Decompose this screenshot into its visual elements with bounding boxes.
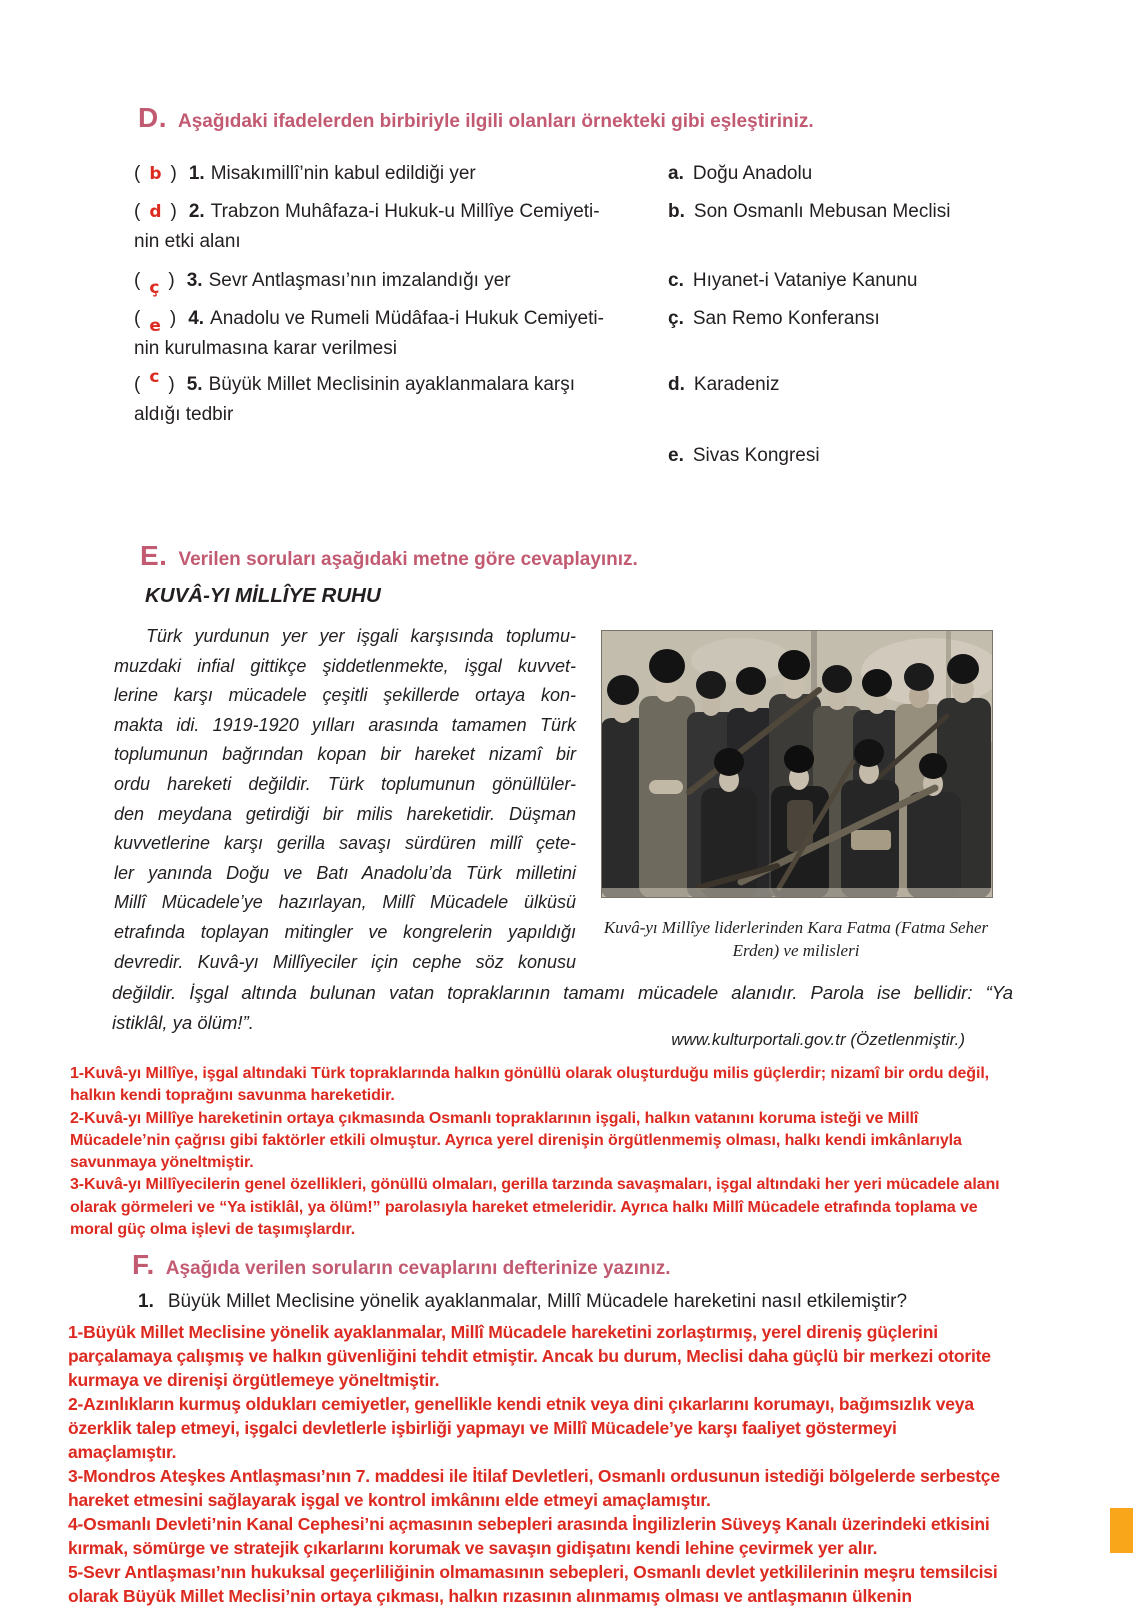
section-e-handwritten-answers: 1-Kuvâ-yı Millîye, işgal altındaki Türk topraklarında halkın gönüllü olarak oluşturduğu milis güçlerdir; nizamî bir ordu değil, halkın kendi toprağını savunma hareketidir. 2-Kuvâ-yı Millîye hareketinin ortaya çıkmasında Osmanlı topraklarının işgali, halkın vatanını koruma isteği ve Millî Mücadele’nin çağrısı gibi faktörler etkili olmuştur. Ayrıca yerel direnişin örgütlenmemiş olması, halkı kendi imkânlarıyla savunmaya yöneltmiştir. 3-Kuvâ-yı Millîyecilerin genel özellikleri, gönüllü olmaları, gerilla tarzında savaşmaları, işgal altındaki her yeri mücadele alanı olarak görmeleri ve “Ya istiklâl, ya ölüm!” parolasıyla hareket etmeleridir. Ayrıca halkı Millî Mücadele etrafında toplama ve moral güç olma işlevi de taşımışlardır. (70, 1065, 1000, 1239)
passage-title: KUVÂ-YI MİLLÎYE RUHU (145, 584, 381, 607)
item-text: Anadolu ve Rumeli Müdâfaa-i Hukuk Cemiyeti- (210, 308, 604, 329)
item-text: Büyük Millet Meclisinin ayaklanmalara karşı (208, 374, 576, 395)
match-option-c: c. Hıyanet-i Vataniye Kanunu (668, 270, 918, 291)
section-f-handwritten-answers: 1-Büyük Millet Meclisine yönelik ayaklanmalar, Millî Mücadele hareketini zorlaştırmış, yerel direniş güçlerini parçalamaya çalışmış ve halkın güvenliğini tehdit etmiştir. Ancak bu durum, Meclisi daha güçlü bir merkezi otorite kurmaya ve direnişi örgütlemeye yöneltmiştir. 2-Azınlıkların kurmuş oldukları cemiyetler, genellikle kendi etnik veya dini çıkarlarını korumayı, bağımsızlık veya özerklik talep etmeyi, işgalci devletlerle işbirliği yapmayı ve Millî Mücadele’ye karşı faaliyet göstermeyi amaçlamıştır. 3-Mondros Ateşkes Antlaşması’nın 7. maddesi ile İtilaf Devletleri, Osmanlı ordusunun istediği bölgelerde serbestçe hareket etmesini sağlayarak işgal ve kontrol imkânını elde etmeyi amaçlamıştır. 4-Osmanlı Devleti’nin Kanal Cephesi’ni açmasının sebepleri arasında İngilizlerin Süveyş Kanalı üzerindeki etkisini kırmak, sömürge ve stratejik çıkarlarını korumak ve savaşın gidişatını kendi lehine çevirmek yer alır. 5-Sevr Antlaşması’nın hukuksal geçerliliğinin olmamasının sebepleri, Osmanlı devlet yetkililerinin meşru temsilcisi olarak Büyük Millet Meclisi’nin ortaya çıkması, halkın rızasının alınmamış olması ve antlaşmanın ülkenin (68, 1322, 1000, 1606)
paren-open: ( (134, 374, 141, 395)
section-d-heading (138, 102, 814, 134)
question-text: Büyük Millet Meclisine yönelik ayaklanmalar, Millî Mücadele hareketini nasıl etkilemiştir? (167, 1291, 908, 1312)
item-number: 1. (188, 163, 205, 184)
item-number: 4. (188, 308, 205, 329)
photo-caption: Kuvâ-yı Millîye liderlerinden Kara Fatma (Fatma Seher Erden) ve milisleri (603, 918, 989, 960)
section-d-letter: D. (138, 102, 167, 133)
paren-open: ( (134, 201, 141, 222)
section-e-title: Verilen soruları aşağıdaki metne göre cevaplayınız. (178, 549, 638, 570)
match-option-c-cedilla: ç. San Remo Konferansı (668, 308, 880, 329)
paren-open: ( (134, 308, 141, 329)
item-text: Misakımillî’nin kabul edildiği yer (210, 163, 476, 184)
item-text-line2: aldığı tedbir (134, 404, 234, 425)
match-item-4 (134, 304, 646, 364)
handwritten-answer: c (149, 367, 160, 387)
item-text: Trabzon Muhâfaza-i Hukuk-u Millîye Cemiyeti- (210, 201, 600, 222)
item-text: Sevr Antlaşması’nın imzalandığı yer (208, 270, 511, 291)
passage-wide-line-2: istiklâl, ya ölüm!”. (112, 1012, 254, 1033)
passage-wide-line-1: değildir. İşgal altında bulunan vatan topraklarının tamamı mücadele alanıdır. Parola ise bellidir: “Ya (112, 982, 1013, 1003)
paren-close: ) (170, 201, 177, 222)
item-number: 2. (188, 201, 205, 222)
item-number: 3. (186, 270, 203, 291)
paren-close: ) (168, 374, 175, 395)
match-item-1 (134, 159, 646, 189)
paren-close: ) (170, 163, 177, 184)
item-text-line2: nin etki alanı (134, 231, 241, 252)
source-attribution: www.kulturportali.gov.tr (Özetlenmiştir.) (671, 1030, 965, 1049)
match-option-e: e. Sivas Kongresi (668, 445, 820, 466)
section-f-heading (132, 1249, 671, 1281)
match-item-2 (134, 197, 646, 257)
match-option-b: b. Son Osmanlı Mebusan Meclisi (668, 201, 951, 222)
page-edge-tab (1110, 1508, 1133, 1553)
item-text-line2: nin kurulmasına karar verilmesi (134, 338, 397, 359)
handwritten-answer: d (149, 202, 162, 222)
section-e-letter: E. (140, 540, 168, 571)
paren-open: ( (134, 270, 141, 291)
match-item-3 (134, 266, 646, 296)
section-f-title: Aşağıda verilen soruların cevaplarını defterinize yazınız. (165, 1258, 671, 1279)
passage-column: Türk yurdunun yer yer işgali karşısında toplumu- muzdaki infial gittikçe şiddetlenmekte, işgal kuvvet- lerine karşı mücadele çeşitli şekillerde ortaya kon- makta idi. 1919-1920 yılları arasında tamamen Türk toplumunun bağrından kopan bir hareket nizamî bir ordu hareketi değildir. Türk toplumunun gönüllüler- den meydana getirdiği bir milis hareketidir. Düşman kuvvetlerine karşı gerilla savaşı sürdüren millî çete- ler yanında Doğu ve Batı Anadolu’da Türk milletini Millî Mücadele’ye hazırlayan, Millî Mücadele ülküsü etrafında toplayan mitingler ve kongrelerin yapıldığı devredir. Kuvâ-yı Millîyeciler için cephe söz konusu (114, 626, 576, 972)
paren-close: ) (168, 270, 175, 291)
section-f-letter: F. (132, 1249, 155, 1280)
handwritten-answer: ç (149, 278, 160, 298)
paren-open: ( (134, 163, 141, 184)
match-item-5 (134, 367, 646, 430)
match-option-d: d. Karadeniz (668, 374, 780, 395)
match-option-a: a. Doğu Anadolu (668, 163, 813, 184)
question-1 (138, 1291, 907, 1313)
handwritten-answer: b (149, 164, 162, 184)
section-d-title: Aşağıdaki ifadelerden birbiriyle ilgili olanları örnekteki gibi eşleştiriniz. (178, 111, 814, 132)
item-number: 5. (186, 374, 203, 395)
militia-photo (601, 630, 993, 898)
question-number: 1. (138, 1291, 154, 1312)
militia-photo-graphic (601, 630, 993, 898)
handwritten-answer: e (149, 316, 161, 336)
paren-close: ) (169, 308, 177, 329)
section-e-heading (140, 540, 638, 572)
